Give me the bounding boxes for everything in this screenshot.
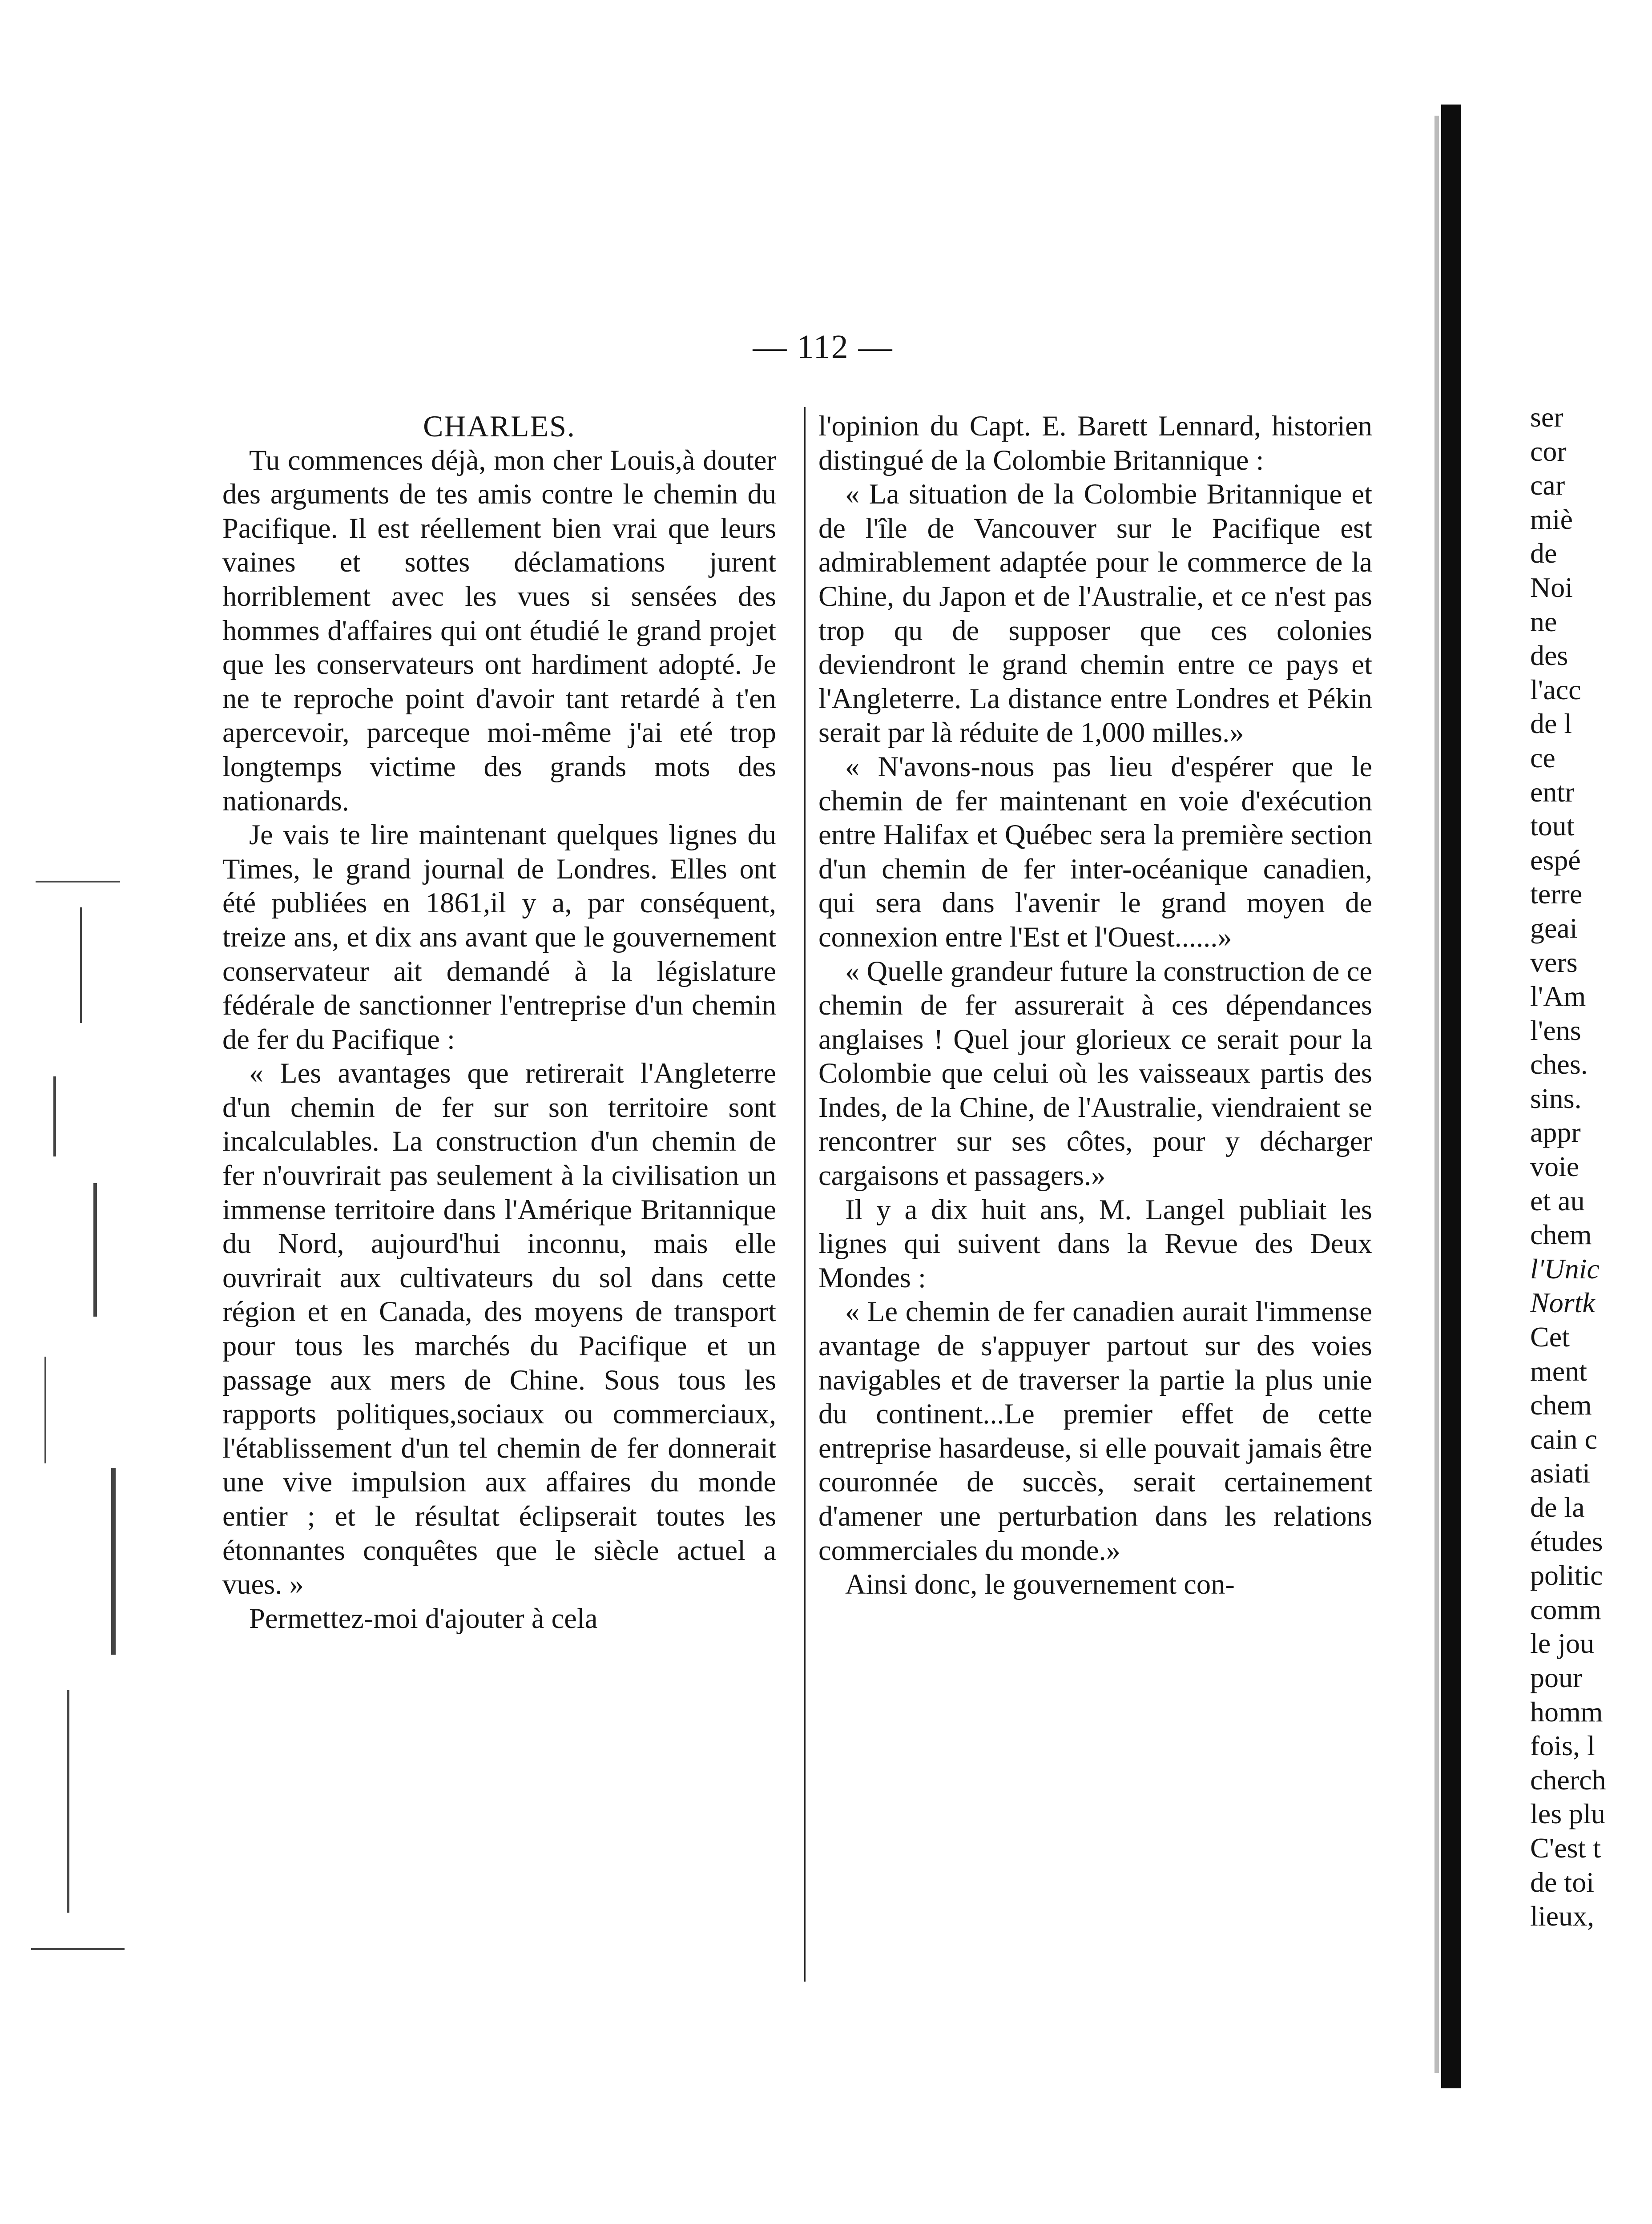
next-page-line: politic — [1530, 1559, 1603, 1591]
next-page-line: homm — [1530, 1696, 1603, 1728]
speaker-name: CHARLES. — [423, 409, 576, 443]
next-page-line: Nortk — [1530, 1287, 1595, 1319]
next-page-line: l'Unic — [1530, 1253, 1600, 1285]
next-page-line: cherch — [1530, 1764, 1606, 1796]
next-page-line: les plu — [1530, 1798, 1605, 1830]
quote-paragraph: « Les avantages que retirerait l'Angleterre d'un chemin de fer sur son territoire sont incalculables. La construction d'un chemin de fer n'ouvrirait pas seulement à la civilisation un immense territoire dans l'Amérique Britannique du Nord, aujourd'hui inconnu, mais elle ouvrirait aux cultivateurs du sol dans cette région et en Canada, des moyens de transport pour tous les marchés du Pacifique et un passage aux mers de Chine. Sous tous les rapports politiques,sociaux ou commerciaux, l'établissement d'un tel chemin de fer donnerait une vive impulsion aux affaires du monde entier ; et le résultat éclipserait toutes les étonnantes conquêtes que le siècle actuel a vues. » — [222, 1057, 776, 1600]
next-page-line: le jou — [1530, 1628, 1594, 1660]
quote-paragraph: « La situation de la Colombie Britannique et de l'île de Vancouver sur le Pacifique est admirablement adaptée pour le commerce de la Chine, du Japon et de l'Australie, et ce n'est pas trop qu de supposer que ces colonies deviendront le grand chemin entre ce pays et l'Angleterre. La distance entre Londres et Pékin serait par là réduite de 1,000 milles.» — [818, 478, 1372, 749]
column-divider — [804, 407, 806, 1982]
next-page-line: tout — [1530, 810, 1575, 842]
next-page-line: des — [1530, 640, 1568, 672]
next-page-line: cain c — [1530, 1423, 1597, 1455]
quote-paragraph: « Quelle grandeur future la construction de ce chemin de fer assurerait à ces dépendances anglaises ! Quel jour glorieux ce serait pour la Colombie que celui où les vaisseaux partis des Indes, de la Chine, de l'Australie, viendraient se rencontrer sur ses côtes, pour y décharger cargaisons et passagers.» — [818, 955, 1372, 1192]
next-page-line: de l — [1530, 708, 1572, 740]
paragraph: Tu commences déjà, mon cher Louis,à douter des arguments de tes amis contre le chemin du Pacifique. Il est réellement bien vrai que leurs vaines et sottes déclamations jurent horriblement avec les vues si sensées des hommes d'affaires qui ont étudié le grand projet que les conservateurs ont hardiment adopté. Je ne te reproche point d'avoir tant retardé à t'en apercevoir, parceque moi-même j'ai eté trop longtemps victime des grands mots des nationards. — [222, 444, 776, 817]
paragraph: Ainsi donc, le gouvernement con- — [845, 1568, 1235, 1600]
next-page-line: lieux, — [1530, 1900, 1594, 1932]
paragraph: Permettez-moi d'ajouter à cela — [249, 1602, 598, 1634]
next-page-line: l'ens — [1530, 1014, 1581, 1046]
paragraph: Il y a dix huit ans, M. Langel publiait les lignes qui suivent dans la Revue des Deux Mondes : — [818, 1193, 1372, 1293]
quote-paragraph: « N'avons-nous pas lieu d'espérer que le chemin de fer maintenant en voie d'exécution entre Halifax et Québec sera la première section d'un chemin de fer inter-océanique canadien, qui sera dans l'avenir le grand moyen de connexion entre l'Est et l'Ouest......» — [818, 750, 1372, 953]
next-page-line: de — [1530, 537, 1557, 569]
next-page-line: appr — [1530, 1116, 1581, 1148]
binding-shadow — [1434, 116, 1439, 2073]
next-page-line: vers — [1530, 946, 1578, 978]
next-page-line: asiati — [1530, 1457, 1591, 1489]
next-page-line: sins. — [1530, 1082, 1582, 1114]
next-page-line: Noi — [1530, 571, 1573, 603]
next-page-line: et au — [1530, 1185, 1585, 1217]
next-page-line: comm — [1530, 1593, 1601, 1625]
next-page-line: ment — [1530, 1355, 1587, 1387]
next-page-line: pour — [1530, 1661, 1583, 1693]
next-page-fragment — [1530, 400, 1624, 1934]
binding-gutter — [1441, 105, 1461, 2088]
next-page-line: Cet — [1530, 1321, 1570, 1353]
next-page-line: geai — [1530, 912, 1578, 944]
scan-margin-marks — [27, 845, 129, 2002]
next-page-line: ches. — [1530, 1048, 1588, 1080]
next-page-line: études — [1530, 1525, 1603, 1557]
right-column — [818, 409, 1372, 1602]
left-column — [222, 409, 776, 1636]
next-page-line: car — [1530, 469, 1565, 501]
next-page-line: l'Am — [1530, 980, 1586, 1012]
next-page-line: miè — [1530, 503, 1573, 535]
next-page-line: chem — [1530, 1389, 1592, 1421]
next-page-line: terre — [1530, 878, 1583, 910]
next-page-line: ne — [1530, 605, 1557, 637]
next-page-line: de toi — [1530, 1866, 1594, 1898]
page-number: — 112 — — [753, 328, 893, 366]
paragraph: Je vais te lire maintenant quelques lignes du Times, le grand journal de Londres. Elles ont été publiées en 1861,il y a, par conséquent, treize ans, et dix ans avant que le gouvernement conservateur ait demandé à la législature fédérale de sanctionner l'entreprise d'un chemin de fer du Pacifique : — [222, 819, 776, 1055]
next-page-line: entr — [1530, 776, 1575, 808]
next-page-line: voie — [1530, 1151, 1579, 1183]
next-page-line: de la — [1530, 1491, 1585, 1523]
next-page-line: fois, l — [1530, 1730, 1595, 1762]
next-page-line: ser — [1530, 401, 1563, 433]
next-page-line: C'est t — [1530, 1832, 1601, 1864]
next-page-line: chem — [1530, 1219, 1592, 1251]
next-page-line: l'acc — [1530, 673, 1581, 705]
quote-paragraph: « Le chemin de fer canadien aurait l'immense avantage de s'appuyer partout sur des voies navigables et de traverser la partie la plus unie du continent...Le premier effet de cette entreprise hasardeuse, si elle pouvait jamais être couronnée de succès, serait certainement d'amener une perturbation dans les relations commerciales du monde.» — [818, 1296, 1372, 1566]
next-page-line: cor — [1530, 435, 1567, 467]
next-page-line: ce — [1530, 741, 1555, 774]
paragraph: l'opinion du Capt. E. Barett Lennard, historien distingué de la Colombie Britannique : — [818, 410, 1372, 476]
next-page-line: espé — [1530, 844, 1581, 876]
